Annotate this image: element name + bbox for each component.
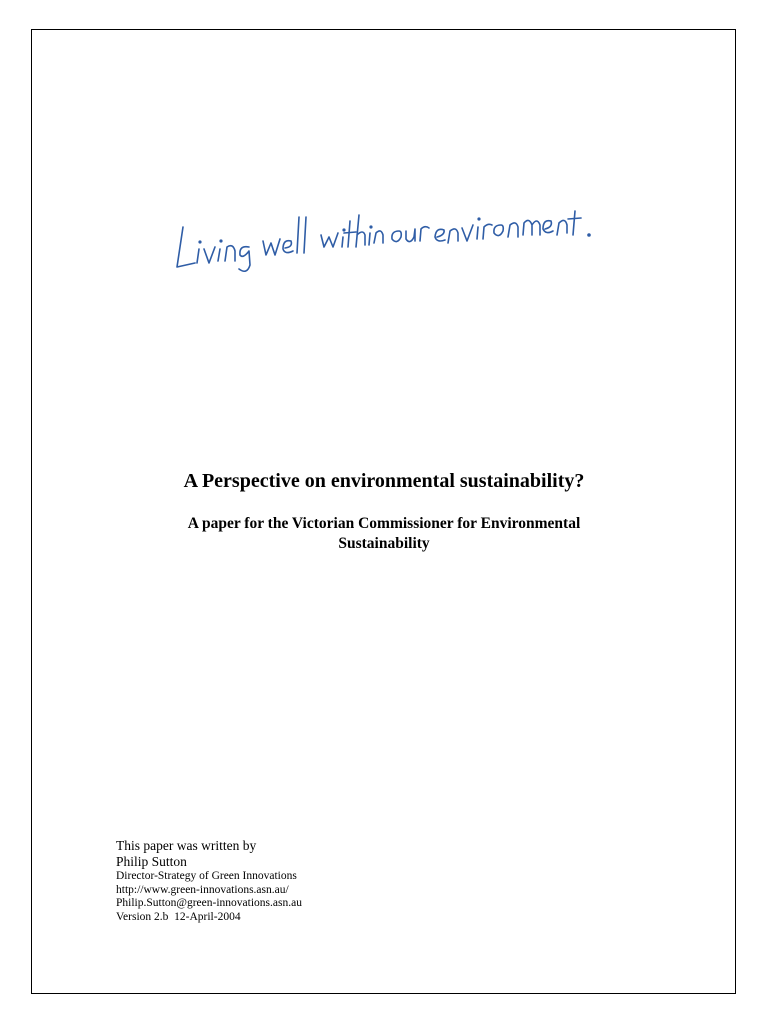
document-title: A Perspective on environmental sustainability? bbox=[183, 470, 585, 492]
author-block bbox=[116, 838, 516, 924]
document-subtitle bbox=[140, 514, 628, 554]
author-role: Director-Strategy of Green Innovations bbox=[116, 870, 297, 882]
author-intro: This paper was written by bbox=[116, 838, 257, 853]
handwriting-svg bbox=[165, 195, 605, 275]
subtitle-line-1: A paper for the Victorian Commissioner for Environmental bbox=[187, 515, 581, 532]
document-version: Version 2.b 12-April-2004 bbox=[116, 910, 241, 923]
subtitle-line-2: Sustainability bbox=[338, 535, 430, 552]
author-website-link[interactable]: http://www.green-innovations.asn.au/ bbox=[116, 883, 289, 896]
author-name: Philip Sutton bbox=[116, 854, 187, 869]
author-email-link[interactable]: Philip.Sutton@green-innovations.asn.au bbox=[116, 897, 302, 909]
handwritten-tagline bbox=[165, 195, 605, 275]
